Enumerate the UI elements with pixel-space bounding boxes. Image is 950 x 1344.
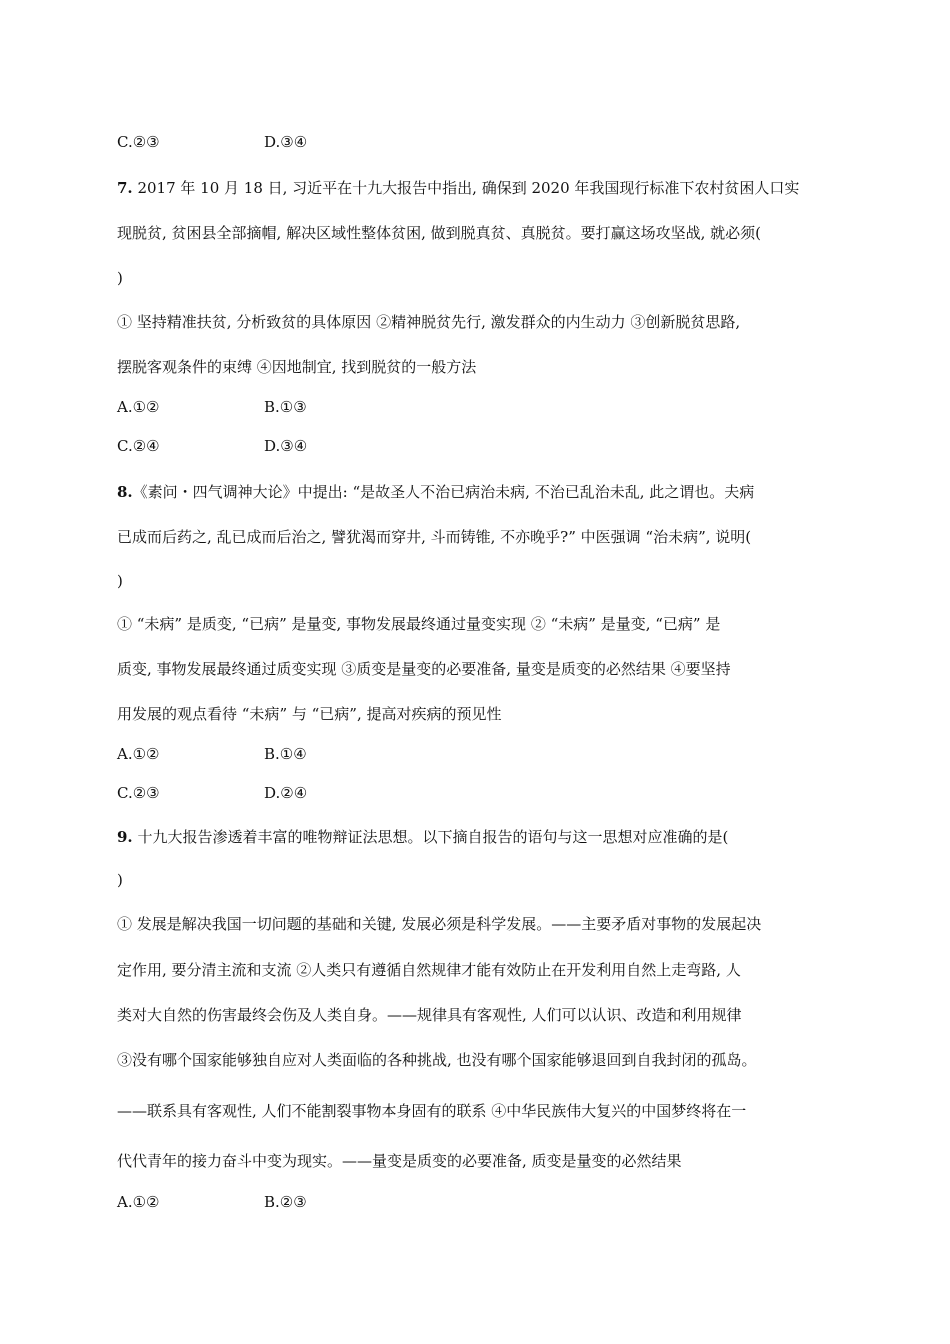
q9-statement-line-4: ③没有哪个国家能够独自应对人类面临的各种挑战, 也没有哪个国家能够退回到自我封闭的孤岛。 — [117, 1051, 757, 1069]
q7-option-d[interactable]: D.③④ — [264, 437, 308, 455]
q7-option-b[interactable]: B.①③ — [264, 398, 307, 416]
q8-options-row-2 — [117, 783, 837, 803]
q9-option-b[interactable]: B.②③ — [264, 1193, 307, 1211]
q9-options-row-1 — [117, 1192, 837, 1212]
q7-options-row-2 — [117, 436, 837, 456]
q8-stem-line-2: 已成而后药之, 乱已成而后治之, 譬犹渴而穿井, 斗而铸锥, 不亦晚乎?” 中医强调 “治未病”, 说明( — [117, 528, 752, 546]
q7-option-a[interactable]: A.①② — [117, 398, 160, 416]
q7-options-row-1 — [117, 397, 837, 417]
q6-option-d[interactable]: D.③④ — [264, 133, 308, 151]
q8-option-a[interactable]: A.①② — [117, 745, 160, 763]
q9-stem-line-2: ) — [117, 871, 123, 889]
q8-number: 8. — [117, 483, 133, 501]
q8-statement-line-2: 质变, 事物发展最终通过质变实现 ③质变是量变的必要准备, 量变是质变的必然结果 ④要坚持 — [117, 660, 731, 678]
q8-statement-line-1: ① “未病” 是质变, “已病” 是量变, 事物发展最终通过量变实现 ② “未病” 是量变, “已病” 是 — [117, 615, 721, 633]
q8-stem-line-3: ) — [117, 572, 123, 590]
q7-stem-text-1: 2017 年 10 月 18 日, 习近平在十九大报告中指出, 确保到 2020 年我国现行标准下农村贫困人口实 — [132, 179, 800, 197]
q7-stem-line-3: ) — [117, 269, 123, 287]
q8-statement-line-3: 用发展的观点看待 “未病” 与 “已病”, 提高对疾病的预见性 — [117, 705, 502, 723]
q6-options-row-2 — [117, 132, 837, 152]
q9-option-a[interactable]: A.①② — [117, 1193, 160, 1211]
q9-statement-line-6: 代代青年的接力奋斗中变为现实。——量变是质变的必要准备, 质变是量变的必然结果 — [117, 1152, 682, 1170]
q9-statement-line-3: 类对大自然的伤害最终会伤及人类自身。——规律具有客观性, 人们可以认识、改造和利用规律 — [117, 1006, 742, 1024]
q9-statement-line-2: 定作用, 要分清主流和支流 ②人类只有遵循自然规律才能有效防止在开发利用自然上走弯路, 人 — [117, 961, 741, 979]
q7-number: 7. — [117, 179, 133, 197]
q8-option-b[interactable]: B.①④ — [264, 745, 307, 763]
q8-stem-line-1 — [117, 482, 837, 502]
q9-statement-line-5: ——联系具有客观性, 人们不能割裂事物本身固有的联系 ④中华民族伟大复兴的中国梦终将在一 — [117, 1102, 747, 1120]
q9-stem-text-1: 十九大报告渗透着丰富的唯物辩证法思想。以下摘自报告的语句与这一思想对应准确的是( — [132, 828, 729, 846]
q8-options-row-1 — [117, 744, 837, 764]
q7-statement-line-2: 摆脱客观条件的束缚 ④因地制宜, 找到脱贫的一般方法 — [117, 358, 477, 376]
q8-stem-text-1: 《素问・四气调神大论》中提出: “是故圣人不治已病治未病, 不治已乱治未乱, 此之谓也。夫病 — [132, 483, 755, 501]
q7-option-c[interactable]: C.②④ — [117, 437, 160, 455]
q9-number: 9. — [117, 828, 133, 846]
q7-stem-line-1 — [117, 178, 837, 198]
q6-option-c[interactable]: C.②③ — [117, 133, 160, 151]
q9-statement-line-1: ① 发展是解决我国一切问题的基础和关键, 发展必须是科学发展。——主要矛盾对事物的发展起决 — [117, 915, 762, 933]
q7-stem-line-2: 现脱贫, 贫困县全部摘帽, 解决区域性整体贫困, 做到脱真贫、真脱贫。要打赢这场攻坚战, 就必须( — [117, 224, 762, 242]
q8-option-c[interactable]: C.②③ — [117, 784, 160, 802]
q7-statement-line-1: ① 坚持精准扶贫, 分析致贫的具体原因 ②精神脱贫先行, 激发群众的内生动力 ③创新脱贫思路, — [117, 313, 741, 331]
q9-stem-line-1 — [117, 827, 837, 847]
q8-option-d[interactable]: D.②④ — [264, 784, 308, 802]
